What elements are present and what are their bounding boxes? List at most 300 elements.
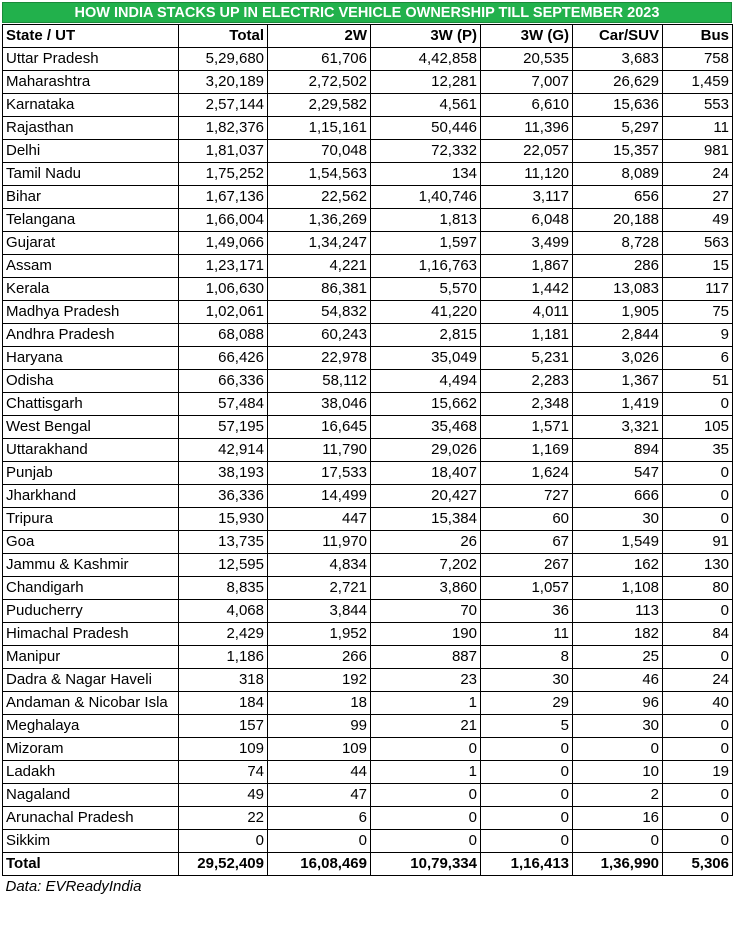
3w-g-cell[interactable]: 67 — [481, 531, 573, 554]
bus-cell[interactable]: 0 — [663, 485, 733, 508]
column-header-bus[interactable]: Bus — [663, 25, 733, 48]
total-cell[interactable]: 1,23,171 — [179, 255, 268, 278]
state-cell[interactable]: Manipur — [3, 646, 179, 669]
total-cell[interactable]: 184 — [179, 692, 268, 715]
3w-g-cell[interactable]: 22,057 — [481, 140, 573, 163]
column-header-2w[interactable]: 2W — [268, 25, 371, 48]
2w-cell[interactable]: 11,790 — [268, 439, 371, 462]
2w-cell[interactable]: 16,645 — [268, 416, 371, 439]
state-cell[interactable]: Haryana — [3, 347, 179, 370]
bus-cell[interactable]: 758 — [663, 48, 733, 71]
2w-cell[interactable]: 0 — [268, 830, 371, 853]
3w-g-cell[interactable]: 36 — [481, 600, 573, 623]
2w-cell[interactable]: 192 — [268, 669, 371, 692]
bus-cell[interactable]: 27 — [663, 186, 733, 209]
table-row — [3, 416, 733, 439]
bus-cell[interactable]: 0 — [663, 393, 733, 416]
table-row — [3, 761, 733, 784]
bus-cell[interactable]: 24 — [663, 163, 733, 186]
total-total-cell[interactable]: 29,52,409 — [179, 853, 268, 876]
2w-cell[interactable]: 58,112 — [268, 370, 371, 393]
total-cell[interactable]: 1,06,630 — [179, 278, 268, 301]
bus-cell[interactable]: 91 — [663, 531, 733, 554]
3w-g-cell[interactable]: 1,867 — [481, 255, 573, 278]
bus-cell[interactable]: 563 — [663, 232, 733, 255]
state-cell[interactable]: Chattisgarh — [3, 393, 179, 416]
column-header-car-suv[interactable]: Car/SUV — [573, 25, 663, 48]
3w-g-cell[interactable]: 267 — [481, 554, 573, 577]
total-bus-cell[interactable]: 5,306 — [663, 853, 733, 876]
car-suv-cell[interactable]: 8,728 — [573, 232, 663, 255]
total-state-cell[interactable]: Total — [3, 853, 179, 876]
table-row — [3, 232, 733, 255]
state-cell[interactable]: Himachal Pradesh — [3, 623, 179, 646]
3w-g-cell[interactable]: 1,181 — [481, 324, 573, 347]
table-row — [3, 209, 733, 232]
bus-cell[interactable]: 6 — [663, 347, 733, 370]
bus-cell[interactable]: 9 — [663, 324, 733, 347]
3w-p-cell[interactable]: 35,049 — [371, 347, 481, 370]
3w-g-cell[interactable]: 11 — [481, 623, 573, 646]
total-cell[interactable]: 68,088 — [179, 324, 268, 347]
2w-cell[interactable]: 54,832 — [268, 301, 371, 324]
2w-cell[interactable]: 22,978 — [268, 347, 371, 370]
car-suv-cell[interactable]: 113 — [573, 600, 663, 623]
table-row — [3, 117, 733, 140]
2w-cell[interactable]: 4,221 — [268, 255, 371, 278]
bus-cell[interactable]: 40 — [663, 692, 733, 715]
state-cell[interactable]: Karnataka — [3, 94, 179, 117]
3w-g-cell[interactable]: 7,007 — [481, 71, 573, 94]
car-suv-cell[interactable]: 10 — [573, 761, 663, 784]
table-body — [3, 48, 733, 899]
3w-p-cell[interactable]: 1,16,763 — [371, 255, 481, 278]
car-suv-cell[interactable]: 25 — [573, 646, 663, 669]
3w-p-cell[interactable]: 1 — [371, 761, 481, 784]
2w-cell[interactable]: 86,381 — [268, 278, 371, 301]
table-row — [3, 347, 733, 370]
2w-cell[interactable]: 6 — [268, 807, 371, 830]
car-suv-cell[interactable]: 1,419 — [573, 393, 663, 416]
table-row — [3, 531, 733, 554]
car-suv-cell[interactable]: 3,321 — [573, 416, 663, 439]
2w-cell[interactable]: 60,243 — [268, 324, 371, 347]
bus-cell[interactable]: 105 — [663, 416, 733, 439]
3w-g-cell[interactable]: 1,057 — [481, 577, 573, 600]
total-cell[interactable]: 1,49,066 — [179, 232, 268, 255]
car-suv-cell[interactable]: 162 — [573, 554, 663, 577]
car-suv-cell[interactable]: 894 — [573, 439, 663, 462]
bus-cell[interactable]: 0 — [663, 807, 733, 830]
car-suv-cell[interactable]: 0 — [573, 738, 663, 761]
state-cell[interactable]: Gujarat — [3, 232, 179, 255]
3w-g-cell[interactable]: 0 — [481, 807, 573, 830]
2w-cell[interactable]: 447 — [268, 508, 371, 531]
state-cell[interactable]: Telangana — [3, 209, 179, 232]
3w-p-cell[interactable]: 20,427 — [371, 485, 481, 508]
table-row — [3, 393, 733, 416]
3w-g-cell[interactable]: 20,535 — [481, 48, 573, 71]
table-row — [3, 278, 733, 301]
car-suv-cell[interactable]: 0 — [573, 830, 663, 853]
3w-p-cell[interactable]: 3,860 — [371, 577, 481, 600]
total-cell[interactable]: 1,75,252 — [179, 163, 268, 186]
bus-cell[interactable]: 0 — [663, 462, 733, 485]
table-row — [3, 370, 733, 393]
state-cell[interactable]: Bihar — [3, 186, 179, 209]
car-suv-cell[interactable]: 1,549 — [573, 531, 663, 554]
3w-p-cell[interactable]: 0 — [371, 807, 481, 830]
3w-g-cell[interactable]: 1,571 — [481, 416, 573, 439]
3w-p-cell[interactable]: 5,570 — [371, 278, 481, 301]
state-cell[interactable]: Rajasthan — [3, 117, 179, 140]
bus-cell[interactable]: 80 — [663, 577, 733, 600]
table-row — [3, 324, 733, 347]
car-suv-cell[interactable]: 13,083 — [573, 278, 663, 301]
table-row — [3, 646, 733, 669]
state-cell[interactable]: Maharashtra — [3, 71, 179, 94]
table-row — [3, 462, 733, 485]
bus-cell[interactable]: 35 — [663, 439, 733, 462]
3w-p-cell[interactable]: 26 — [371, 531, 481, 554]
car-suv-cell[interactable]: 20,188 — [573, 209, 663, 232]
total-3w-g-cell[interactable]: 1,16,413 — [481, 853, 573, 876]
bus-cell[interactable]: 0 — [663, 830, 733, 853]
3w-g-cell[interactable]: 6,610 — [481, 94, 573, 117]
2w-cell[interactable]: 47 — [268, 784, 371, 807]
total-cell[interactable]: 2,57,144 — [179, 94, 268, 117]
table-row — [3, 600, 733, 623]
total-cell[interactable]: 1,81,037 — [179, 140, 268, 163]
3w-g-cell[interactable]: 0 — [481, 830, 573, 853]
car-suv-cell[interactable]: 547 — [573, 462, 663, 485]
state-cell[interactable]: Dadra & Nagar Haveli — [3, 669, 179, 692]
table-row — [3, 163, 733, 186]
2w-cell[interactable]: 4,834 — [268, 554, 371, 577]
3w-p-cell[interactable]: 15,384 — [371, 508, 481, 531]
car-suv-cell[interactable]: 666 — [573, 485, 663, 508]
table-row — [3, 623, 733, 646]
bus-cell[interactable]: 24 — [663, 669, 733, 692]
ev-ownership-table — [2, 24, 733, 899]
state-cell[interactable]: Delhi — [3, 140, 179, 163]
2w-cell[interactable]: 1,54,563 — [268, 163, 371, 186]
3w-g-cell[interactable]: 727 — [481, 485, 573, 508]
3w-g-cell[interactable]: 30 — [481, 669, 573, 692]
bus-cell[interactable]: 84 — [663, 623, 733, 646]
3w-p-cell[interactable]: 1,40,746 — [371, 186, 481, 209]
3w-g-cell[interactable]: 0 — [481, 784, 573, 807]
car-suv-cell[interactable]: 182 — [573, 623, 663, 646]
2w-cell[interactable]: 99 — [268, 715, 371, 738]
state-cell[interactable]: Assam — [3, 255, 179, 278]
state-cell[interactable]: Tamil Nadu — [3, 163, 179, 186]
table-row — [3, 807, 733, 830]
state-cell[interactable]: Andaman & Nicobar Isla — [3, 692, 179, 715]
total-cell[interactable]: 109 — [179, 738, 268, 761]
3w-g-cell[interactable]: 0 — [481, 738, 573, 761]
bus-cell[interactable]: 49 — [663, 209, 733, 232]
total-cell[interactable]: 22 — [179, 807, 268, 830]
2w-cell[interactable]: 1,15,161 — [268, 117, 371, 140]
total-cell[interactable]: 57,195 — [179, 416, 268, 439]
state-cell[interactable]: Odisha — [3, 370, 179, 393]
2w-cell[interactable]: 14,499 — [268, 485, 371, 508]
3w-g-cell[interactable]: 3,499 — [481, 232, 573, 255]
total-cell[interactable]: 8,835 — [179, 577, 268, 600]
total-cell[interactable]: 5,29,680 — [179, 48, 268, 71]
3w-p-cell[interactable]: 887 — [371, 646, 481, 669]
car-suv-cell[interactable]: 8,089 — [573, 163, 663, 186]
state-cell[interactable]: Uttarakhand — [3, 439, 179, 462]
table-row — [3, 784, 733, 807]
bus-cell[interactable]: 0 — [663, 784, 733, 807]
column-header-state[interactable]: State / UT — [3, 25, 179, 48]
table-row — [3, 577, 733, 600]
table-row — [3, 301, 733, 324]
state-cell[interactable]: Uttar Pradesh — [3, 48, 179, 71]
2w-cell[interactable]: 38,046 — [268, 393, 371, 416]
source-row — [3, 876, 733, 899]
total-cell[interactable]: 12,595 — [179, 554, 268, 577]
bus-cell[interactable]: 19 — [663, 761, 733, 784]
3w-p-cell[interactable]: 2,815 — [371, 324, 481, 347]
3w-g-cell[interactable]: 6,048 — [481, 209, 573, 232]
bus-cell[interactable]: 0 — [663, 738, 733, 761]
2w-cell[interactable]: 44 — [268, 761, 371, 784]
bus-cell[interactable]: 553 — [663, 94, 733, 117]
state-cell[interactable]: Tripura — [3, 508, 179, 531]
car-suv-cell[interactable]: 2 — [573, 784, 663, 807]
table-row — [3, 140, 733, 163]
2w-cell[interactable]: 3,844 — [268, 600, 371, 623]
3w-p-cell[interactable]: 0 — [371, 738, 481, 761]
3w-p-cell[interactable]: 21 — [371, 715, 481, 738]
total-cell[interactable]: 3,20,189 — [179, 71, 268, 94]
3w-g-cell[interactable]: 4,011 — [481, 301, 573, 324]
total-cell[interactable]: 38,193 — [179, 462, 268, 485]
state-cell[interactable]: Puducherry — [3, 600, 179, 623]
3w-p-cell[interactable]: 50,446 — [371, 117, 481, 140]
bus-cell[interactable]: 75 — [663, 301, 733, 324]
3w-g-cell[interactable]: 5,231 — [481, 347, 573, 370]
total-cell[interactable]: 2,429 — [179, 623, 268, 646]
3w-p-cell[interactable]: 1 — [371, 692, 481, 715]
3w-p-cell[interactable]: 0 — [371, 830, 481, 853]
table-row — [3, 715, 733, 738]
total-cell[interactable]: 57,484 — [179, 393, 268, 416]
header-row — [3, 25, 733, 48]
total-cell[interactable]: 66,336 — [179, 370, 268, 393]
car-suv-cell[interactable]: 15,357 — [573, 140, 663, 163]
state-cell[interactable]: Arunachal Pradesh — [3, 807, 179, 830]
3w-p-cell[interactable]: 1,813 — [371, 209, 481, 232]
table-row — [3, 48, 733, 71]
table-row — [3, 738, 733, 761]
3w-p-cell[interactable]: 1,597 — [371, 232, 481, 255]
3w-p-cell[interactable]: 29,026 — [371, 439, 481, 462]
bus-cell[interactable]: 117 — [663, 278, 733, 301]
table-row — [3, 186, 733, 209]
total-cell[interactable]: 42,914 — [179, 439, 268, 462]
bus-cell[interactable]: 51 — [663, 370, 733, 393]
car-suv-cell[interactable]: 5,297 — [573, 117, 663, 140]
3w-g-cell[interactable]: 11,396 — [481, 117, 573, 140]
table-title: HOW INDIA STACKS UP IN ELECTRIC VEHICLE OWNERSHIP TILL SEPTEMBER 2023 — [2, 2, 732, 23]
3w-g-cell[interactable]: 60 — [481, 508, 573, 531]
3w-g-cell[interactable]: 1,624 — [481, 462, 573, 485]
state-cell[interactable]: Sikkim — [3, 830, 179, 853]
car-suv-cell[interactable]: 26,629 — [573, 71, 663, 94]
state-cell[interactable]: Jammu & Kashmir — [3, 554, 179, 577]
bus-cell[interactable]: 1,459 — [663, 71, 733, 94]
car-suv-cell[interactable]: 3,026 — [573, 347, 663, 370]
3w-g-cell[interactable]: 5 — [481, 715, 573, 738]
source-note: Data: EVReadyIndia — [5, 878, 142, 896]
state-cell[interactable]: Kerala — [3, 278, 179, 301]
total-cell[interactable]: 13,735 — [179, 531, 268, 554]
total-cell[interactable]: 1,02,061 — [179, 301, 268, 324]
column-header-3w-g[interactable]: 3W (G) — [481, 25, 573, 48]
total-cell[interactable]: 15,930 — [179, 508, 268, 531]
3w-g-cell[interactable]: 8 — [481, 646, 573, 669]
car-suv-cell[interactable]: 30 — [573, 715, 663, 738]
bus-cell[interactable]: 15 — [663, 255, 733, 278]
car-suv-cell[interactable]: 16 — [573, 807, 663, 830]
state-cell[interactable]: Chandigarh — [3, 577, 179, 600]
state-cell[interactable]: Mizoram — [3, 738, 179, 761]
bus-cell[interactable]: 0 — [663, 715, 733, 738]
total-cell[interactable]: 1,66,004 — [179, 209, 268, 232]
state-cell[interactable]: Madhya Pradesh — [3, 301, 179, 324]
bus-cell[interactable]: 0 — [663, 508, 733, 531]
state-cell[interactable]: Andhra Pradesh — [3, 324, 179, 347]
3w-g-cell[interactable]: 1,169 — [481, 439, 573, 462]
2w-cell[interactable]: 266 — [268, 646, 371, 669]
table-row — [3, 485, 733, 508]
2w-cell[interactable]: 22,562 — [268, 186, 371, 209]
3w-g-cell[interactable]: 3,117 — [481, 186, 573, 209]
3w-p-cell[interactable]: 41,220 — [371, 301, 481, 324]
total-car-suv-cell[interactable]: 1,36,990 — [573, 853, 663, 876]
3w-p-cell[interactable]: 70 — [371, 600, 481, 623]
2w-cell[interactable]: 70,048 — [268, 140, 371, 163]
3w-p-cell[interactable]: 4,494 — [371, 370, 481, 393]
total-cell[interactable]: 1,82,376 — [179, 117, 268, 140]
state-cell[interactable]: Ladakh — [3, 761, 179, 784]
state-cell[interactable]: Goa — [3, 531, 179, 554]
state-cell[interactable]: Meghalaya — [3, 715, 179, 738]
2w-cell[interactable]: 1,34,247 — [268, 232, 371, 255]
2w-cell[interactable]: 61,706 — [268, 48, 371, 71]
3w-p-cell[interactable]: 4,42,858 — [371, 48, 481, 71]
table-row — [3, 94, 733, 117]
car-suv-cell[interactable]: 1,367 — [573, 370, 663, 393]
car-suv-cell[interactable]: 3,683 — [573, 48, 663, 71]
table-row — [3, 255, 733, 278]
2w-cell[interactable]: 11,970 — [268, 531, 371, 554]
total-cell[interactable]: 4,068 — [179, 600, 268, 623]
3w-p-cell[interactable]: 18,407 — [371, 462, 481, 485]
table-row — [3, 71, 733, 94]
car-suv-cell[interactable]: 1,108 — [573, 577, 663, 600]
bus-cell[interactable]: 981 — [663, 140, 733, 163]
total-cell[interactable]: 1,186 — [179, 646, 268, 669]
3w-p-cell[interactable]: 72,332 — [371, 140, 481, 163]
2w-cell[interactable]: 2,721 — [268, 577, 371, 600]
2w-cell[interactable]: 2,29,582 — [268, 94, 371, 117]
total-row — [3, 853, 733, 876]
total-cell[interactable]: 1,67,136 — [179, 186, 268, 209]
3w-g-cell[interactable]: 0 — [481, 761, 573, 784]
3w-p-cell[interactable]: 4,561 — [371, 94, 481, 117]
car-suv-cell[interactable]: 2,844 — [573, 324, 663, 347]
table-row — [3, 554, 733, 577]
total-2w-cell[interactable]: 16,08,469 — [268, 853, 371, 876]
3w-g-cell[interactable]: 2,283 — [481, 370, 573, 393]
car-suv-cell[interactable]: 30 — [573, 508, 663, 531]
column-header-total[interactable]: Total — [179, 25, 268, 48]
total-cell[interactable]: 0 — [179, 830, 268, 853]
car-suv-cell[interactable]: 46 — [573, 669, 663, 692]
3w-g-cell[interactable]: 2,348 — [481, 393, 573, 416]
column-header-3w-p[interactable]: 3W (P) — [371, 25, 481, 48]
3w-g-cell[interactable]: 29 — [481, 692, 573, 715]
3w-p-cell[interactable]: 15,662 — [371, 393, 481, 416]
3w-g-cell[interactable]: 1,442 — [481, 278, 573, 301]
2w-cell[interactable]: 2,72,502 — [268, 71, 371, 94]
table-row — [3, 692, 733, 715]
total-cell[interactable]: 157 — [179, 715, 268, 738]
table-row — [3, 830, 733, 853]
car-suv-cell[interactable]: 286 — [573, 255, 663, 278]
3w-p-cell[interactable]: 35,468 — [371, 416, 481, 439]
3w-p-cell[interactable]: 0 — [371, 784, 481, 807]
total-cell[interactable]: 66,426 — [179, 347, 268, 370]
car-suv-cell[interactable]: 656 — [573, 186, 663, 209]
3w-g-cell[interactable]: 11,120 — [481, 163, 573, 186]
state-cell[interactable]: Punjab — [3, 462, 179, 485]
2w-cell[interactable]: 1,952 — [268, 623, 371, 646]
total-cell[interactable]: 74 — [179, 761, 268, 784]
3w-p-cell[interactable]: 134 — [371, 163, 481, 186]
car-suv-cell[interactable]: 1,905 — [573, 301, 663, 324]
total-3w-p-cell[interactable]: 10,79,334 — [371, 853, 481, 876]
car-suv-cell[interactable]: 96 — [573, 692, 663, 715]
bus-cell[interactable]: 0 — [663, 646, 733, 669]
3w-p-cell[interactable]: 23 — [371, 669, 481, 692]
bus-cell[interactable]: 130 — [663, 554, 733, 577]
3w-p-cell[interactable]: 190 — [371, 623, 481, 646]
total-cell[interactable]: 49 — [179, 784, 268, 807]
state-cell[interactable]: Nagaland — [3, 784, 179, 807]
total-cell[interactable]: 36,336 — [179, 485, 268, 508]
state-cell[interactable]: Jharkhand — [3, 485, 179, 508]
2w-cell[interactable]: 1,36,269 — [268, 209, 371, 232]
total-cell[interactable]: 318 — [179, 669, 268, 692]
2w-cell[interactable]: 17,533 — [268, 462, 371, 485]
car-suv-cell[interactable]: 15,636 — [573, 94, 663, 117]
2w-cell[interactable]: 109 — [268, 738, 371, 761]
3w-p-cell[interactable]: 7,202 — [371, 554, 481, 577]
state-cell[interactable]: West Bengal — [3, 416, 179, 439]
bus-cell[interactable]: 0 — [663, 600, 733, 623]
table-row — [3, 439, 733, 462]
2w-cell[interactable]: 18 — [268, 692, 371, 715]
table-row — [3, 669, 733, 692]
bus-cell[interactable]: 11 — [663, 117, 733, 140]
3w-p-cell[interactable]: 12,281 — [371, 71, 481, 94]
